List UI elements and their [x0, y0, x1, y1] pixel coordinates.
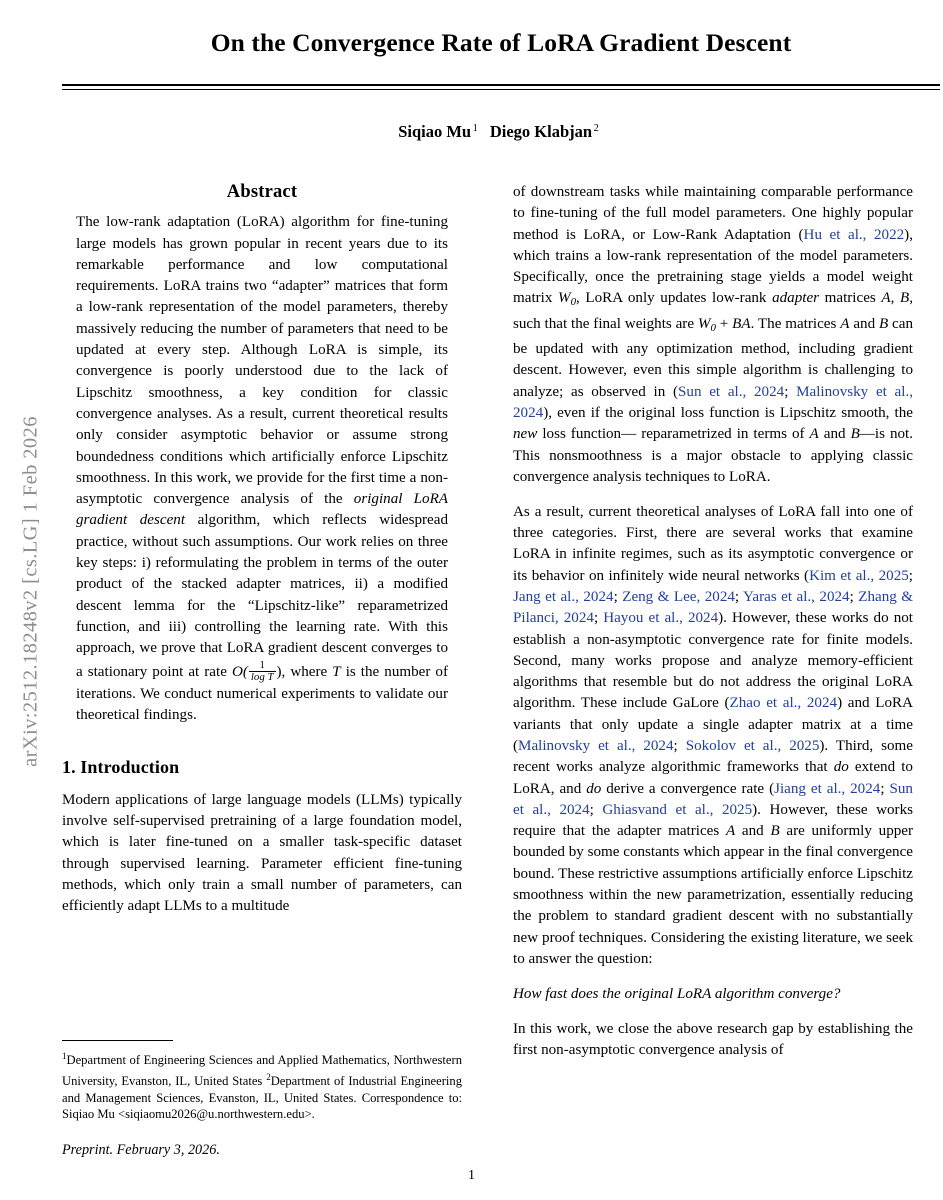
rc-p2-l: are uniformly upper bounded by some constants which appear in the final convergence bound. These restrictive assumptions artificially enforce Lipschitz smoothness within the new parametrization, essentially reducing the problem to standard gradient descent with no substantially new proof techniques. Considering the existing literature, we seek to answer the question:: [513, 823, 914, 967]
author-affiliation-marker-1: 1: [472, 122, 478, 134]
rc-p2-j: ). However, these works require that the adapter matrices: [513, 801, 913, 840]
citation-sun-2024[interactable]: Sun et al., 2024: [678, 383, 785, 400]
left-column: [62, 182, 462, 918]
arxiv-identifier-stamp: arXiv:2512.18248v2 [cs.LG] 1 Feb 2026: [19, 416, 42, 767]
abstract-text-part1: The low-rank adaptation (LoRA) algorithm for fine-tuning large models has grown popular in recent years due to its remarkable performance and low computational requirements. LoRA trains two “adapter” matrices that form a low-rank representation of the model parameters, thereby massively reducing the number of parameters that need to be updated at every step. Although LoRA is simple, its convergence is poorly understood due to the lack of Lipschitz smoothness, a key condition for classic convergence analyses. As a result, current theoretical results only consider asymptotic behavior or assume strong boundedness conditions which artificially enforce Lipschitz smoothness. In this work, we provide for the first time a non-asymptotic convergence analysis of the: [76, 214, 448, 508]
rc-p2-a: As a result, current theoretical analyses of LoRA fall into one of three categories. First, there are several works that examine LoRA in infinite regimes, such as its asymptotic convergence or its behavior on infinitely wide neural networks (: [513, 503, 913, 584]
citation-hayou-2024[interactable]: Hayou et al., 2024: [603, 610, 719, 627]
math-W0-b-subscript: 0: [710, 321, 716, 334]
math-A-1: A: [881, 290, 891, 307]
rc-p2-c: ) and LoRA variants that only update a single adapter matrix at a time (: [513, 695, 913, 754]
math-A-3: A: [809, 426, 819, 443]
rc-p2-e: ). Third, some recent works analyze algorithmic frameworks that: [513, 737, 913, 776]
math-BA: BA: [732, 315, 751, 332]
abstract-text-part4: is the number of iterations. We conduct numerical experiments to validate our theoretical findings.: [76, 663, 448, 724]
rc-p1-b: ), which trains a low-rank representation of the model parameters. Specifically, once the pretraining stage yields a model weight matrix: [513, 226, 913, 307]
right-column: [513, 182, 913, 1061]
rate-fraction: [249, 660, 276, 684]
page-title: On the Convergence Rate of LoRA Gradient Descent: [210, 28, 792, 57]
rc-p2-g: derive a convergence rate (: [601, 780, 775, 797]
citation-hu-2022[interactable]: Hu et al., 2022: [803, 226, 905, 243]
footnote-marker-1: 1: [62, 1051, 67, 1061]
rate-denominator: log T: [250, 671, 274, 684]
rc-p1-d: matrices: [819, 290, 882, 307]
citation-jang-2024[interactable]: Jang et al., 2024: [513, 588, 614, 605]
rc-p1-i: and: [849, 315, 879, 332]
math-B-2: B: [878, 315, 889, 332]
math-B-4: B: [770, 823, 780, 840]
footnote-text: [62, 1048, 462, 1123]
footnote-block: [62, 1040, 462, 1123]
rc-p2-f: extend to LoRA, and: [513, 759, 913, 797]
math-B-1: B: [899, 290, 910, 307]
right-paragraph-3: In this work, we close the above research gap by establishing the first non-asymptotic convergence analysis of: [513, 1020, 913, 1058]
rc-p1-n: and: [818, 426, 851, 443]
abstract-italic-original-lora: original LoRA gradient descent: [76, 491, 449, 529]
math-W0-subscript: 0: [570, 296, 577, 309]
author-affiliation-marker-2: 2: [593, 122, 599, 134]
rate-close-paren: ): [276, 663, 282, 680]
rc-p1-l: ), even if the original loss function is Lipschitz smooth, the: [543, 405, 913, 422]
right-paragraph-2: As a result, current theoretical analyses of LoRA fall into one of three categories. First, there are several works that examine LoRA in infinite regimes, such as its asymptotic convergence or its behavior on infinitely wide neural networks (Kim et al., 2025; Jang et al., 2024; Zeng & Lee, 2024; Yaras et al., 2024; Zhang & Pilanci, 2024; Hayou et al., 2024). However, these works do not establish a non-asymptotic convergence rate for finite models. Second, many works propose and analyze memory-efficient algorithms that resemble but do not address the original LoRA algorithm. These include GaLore (Zhao et al., 2024) and LoRA variants that only update a single adapter matrix at a time (Malinovsky et al., 2024; Sokolov et al., 2025). Third, some recent works analyze algorithmic frameworks that do extend to LoRA, and do derive a convergence rate (Jiang et al., 2024; Sun et al., 2024; Ghiasvand et al., 2025). However, these works require that the adapter matrices A and B are uniformly upper bounded by some constants which appear in the final convergence bound. These restrictive assumptions artificially enforce Lipschitz smoothness within the new parametrization, essentially reducing the problem to standard gradient descent with no substantially new proof techniques. Considering the existing literature, we seek to answer the question:: [513, 503, 914, 967]
abstract-text-part2: algorithm, which reflects widespread practice, without such assumptions. Our work relies on three key steps: i) reformulating the problem in terms of the outer product of the stacked adapter matrices, ii) a modified descent lemma for the “Lipschitz-like” reparametrized function, and iii) controlling the learning rate. With this approach, we prove that LoRA gradient descent converges to a stationary point at rate: [76, 512, 448, 680]
rc-p1-j: can be updated with any optimization method, including gradient descent. However, even this simple algorithm is challenging to analyze; as observed in (: [513, 315, 913, 400]
title-rule-thin: [62, 89, 940, 90]
citation-sun-2024-b[interactable]: Sun et al., 2024: [513, 780, 913, 818]
rc-p1-c: , LoRA only updates low-rank: [576, 290, 773, 307]
rc-p2-b: ). However, these works do not establish a non-asymptotic convergence rate for finite models. Second, many works propose and analyze memory-efficient algorithms that resemble but do not address the original LoRA algorithm. These include GaLore (: [513, 610, 913, 712]
rate-O-symbol: O(: [231, 663, 248, 680]
section-heading-introduction: 1. Introduction: [62, 756, 180, 777]
citation-ghiasvand-2025[interactable]: Ghiasvand et al., 2025: [602, 801, 753, 818]
author-name-1: Siqiao Mu: [398, 122, 472, 141]
rc-p1-k: ;: [784, 383, 797, 400]
citation-jiang-2024[interactable]: Jiang et al., 2024: [774, 780, 881, 797]
citation-zhang-pilanci-2024[interactable]: Zhang & Pilanci, 2024: [513, 588, 914, 627]
italic-do-2: do: [586, 780, 602, 797]
math-B-3: B: [850, 426, 860, 443]
citation-sokolov-2025[interactable]: Sokolov et al., 2025: [685, 737, 820, 754]
math-W0-b: W: [697, 315, 711, 332]
rc-p1-m: loss function— reparametrized in terms of: [537, 426, 810, 443]
abstract-heading: Abstract: [226, 182, 298, 202]
rc-p1-h: . The matrices: [750, 315, 841, 332]
math-var-T: T: [332, 663, 341, 680]
citation-malinovsky-2024-b[interactable]: Malinovsky et al., 2024: [518, 737, 674, 754]
italic-new: new: [513, 426, 538, 443]
abstract-text-part3: , where: [281, 663, 333, 680]
rc-p1-g: +: [715, 315, 733, 332]
citation-malinovsky-2024[interactable]: Malinovsky et al., 2024: [513, 383, 914, 422]
title-rule-thick: [62, 84, 940, 86]
preprint-note: Preprint. February 3, 2026.: [62, 1142, 220, 1158]
rate-numerator: 1: [249, 660, 276, 673]
rc-p2-d: ;: [673, 737, 686, 754]
rc-p1-f: , such that the final weights are: [513, 290, 913, 332]
right-paragraph-1: [513, 182, 913, 488]
rc-p1-o: —is not. This nonsmoothness is a major obstacle to applying classic convergence analysis techniques to LoRA.: [513, 426, 914, 485]
author-list: [62, 122, 940, 142]
citation-kim-2025[interactable]: Kim et al., 2025: [809, 567, 909, 584]
page-number: 1: [468, 1168, 475, 1183]
introduction-paragraph-1: Modern applications of large language models (LLMs) typically involve self-supervised pretraining of a large foundation model, which is later fine-tuned on a smaller task-specific dataset through supervised learning. Parameter efficient fine-tuning methods, which only train a small number of parameters, can efficiently adapt LLMs to a multitude: [62, 791, 462, 915]
abstract-body: [62, 212, 462, 726]
rc-p2-i: ;: [589, 801, 603, 818]
italic-do-1: do: [833, 759, 849, 776]
italic-adapter: adapter: [772, 290, 820, 307]
research-question: How fast does the original LoRA algorithm converge?: [513, 985, 841, 1002]
math-W0: W: [558, 290, 571, 307]
math-A-4: A: [725, 823, 736, 840]
citation-zhao-2024[interactable]: Zhao et al., 2024: [729, 695, 838, 712]
rc-p1-a: of downstream tasks while maintaining comparable performance to fine-tuning of the full model parameters. One highly popular method is LoRA, or Low-Rank Adaptation (: [513, 184, 913, 243]
footnote-separator-rule: [62, 1040, 173, 1041]
author-name-2: Diego Klabjan: [489, 122, 593, 141]
rc-p1-e: ,: [890, 290, 900, 307]
footnote-marker-2: 2: [266, 1071, 271, 1082]
rc-p2-h: ;: [880, 780, 890, 797]
footnote-affiliation-1: Department of Engineering Sciences and Applied Mathematics, Northwestern University, Evanston, IL, United States: [62, 1053, 462, 1088]
footnote-affiliation-2: Department of Industrial Engineering and Management Sciences, Evanston, IL, United States. Correspondence to: Siqiao Mu <siqiaomu2026@u.northwestern.edu>.: [62, 1073, 462, 1122]
citation-yaras-2024[interactable]: Yaras et al., 2024: [743, 588, 850, 605]
citation-zeng-lee-2024[interactable]: Zeng & Lee, 2024: [622, 588, 735, 605]
math-A-2: A: [840, 315, 850, 332]
rc-p2-k: and: [735, 823, 771, 840]
